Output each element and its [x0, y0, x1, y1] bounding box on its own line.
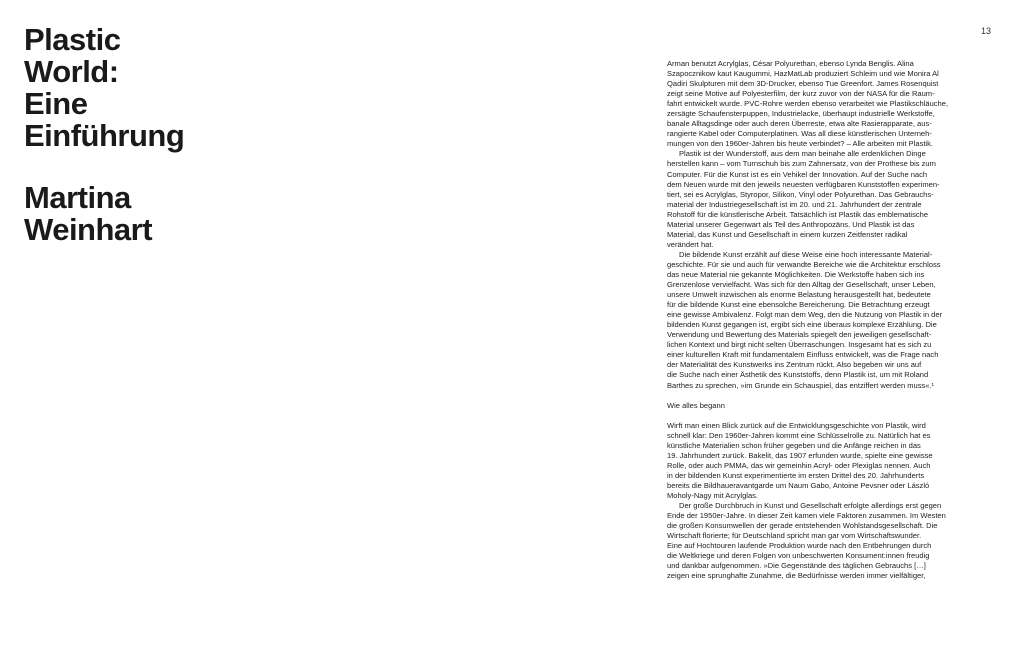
body-line: fahrt entwickelt wurde. PVC-Rohre werden ebenso verarbeitet wie Plastikschläuche,: [667, 99, 949, 109]
title-line: Eine: [24, 86, 88, 121]
body-line: Computer. Für die Kunst ist es ein Vehikel der Innovation. Auf der Suche nach: [667, 169, 928, 179]
body-line: eine gewisse Ambivalenz. Folgt man dem Weg, den die Nutzung von Plastik in der: [667, 310, 943, 320]
body-line: rangierte Kabel oder Computerplatinen. Was all diese künstlerischen Unterneh-: [667, 129, 932, 139]
title-line: Einführung: [24, 118, 185, 153]
body-line: Material, das Kunst und Gesellschaft in einem kurzen Zeitfenster radikal: [667, 229, 908, 239]
body-line: zeigt seine Motive auf Polyesterfilm, der kurz zuvor von der NASA für die Raum-: [667, 89, 935, 99]
body-line: mungen von den 1960er-Jahren bis heute verbindet? – Alle arbeiten mit Plastik.: [667, 139, 933, 149]
body-line: die Suche nach einer Ästhetik des Kunststoffs, denn Plastik ist, um mit Roland: [667, 370, 929, 380]
body-line: Eine auf Hochtouren laufende Produktion wurde nach den Entbehrungen durch: [667, 541, 932, 551]
body-line: in der bildenden Kunst experimentierte im ersten Drittel des 20. Jahrhunderts: [667, 470, 925, 480]
paragraph-gap: [667, 391, 997, 401]
body-line: Wirft man einen Blick zurück auf die Entwicklungsgeschichte von Plastik, wird: [667, 420, 926, 430]
body-line: Material unserer Gegenwart als Teil des Anthropozäns. Und Plastik ist das: [667, 219, 915, 229]
body-line: Grenzenlose vervielfacht. Was sich für den Alltag der Gesellschaft, unser Leben,: [667, 280, 936, 290]
body-line: und dankbar aufgenommen. »Die Gegenstände des täglichen Gebrauchs […]: [667, 561, 926, 571]
body-line: Verwendung und Bewertung des Materials spiegelt den jeweiligen gesellschaft-: [667, 330, 932, 340]
body-line: banale Alltagsdinge oder auch deren Überreste, etwa alte Rasierapparate, aus-: [667, 119, 932, 129]
body-line: Arman benutzt Acrylglas, César Polyurethan, ebenso Lynda Benglis. Alina: [667, 59, 914, 68]
body-line: die großen Konsumwellen der gerade entstehenden Wohlstandsgesellschaft. Die: [667, 521, 938, 531]
body-line: Wirtschaft florierte; für Deutschland spricht man gar vom Wirtschaftswunder.: [667, 531, 922, 541]
body-line: Ende der 1950er-Jahre. In dieser Zeit kamen viele Faktoren zusammen. Im Westen: [667, 511, 946, 521]
body-line: bildenden Kunst gegangen ist, ergibt sich eine überaus komplexe Erzählung. Die: [667, 320, 937, 330]
title-line: Plastic: [24, 22, 121, 57]
body-line: Szapocznikow kaut Kaugummi, HazMatLab produziert Schleim und wie Monira Al: [667, 69, 939, 79]
body-line: die Weltkriege und deren Folgen von unbeschwerten Konsument:innen freudig: [667, 551, 930, 561]
section-subheading: Wie alles begann: [667, 400, 725, 410]
body-line: für die bildende Kunst eine ebensolche Bereicherung. Die Betrachtung erzeugt: [667, 300, 930, 310]
body-line: Rolle, oder auch PMMA, das wir gemeinhin Acryl- oder Plexiglas nennen. Auch: [667, 460, 931, 470]
body-line: tiert, sei es Acrylglas, Styropor, Silikon, Vinyl oder Polyurethan. Das Gebrauchs-: [667, 189, 934, 199]
title-block: [24, 24, 184, 246]
body-line: Der große Durchbruch in Kunst und Gesellschaft erfolgte allerdings erst gegen: [679, 501, 942, 511]
body-line: lichen Kontext und birgt nicht selten Überraschungen. Insgesamt hat es sich zu: [667, 340, 932, 350]
body-line: der Materialität des Kunstwerks ins Zentrum rückt. Also begeben wir uns auf: [667, 360, 922, 370]
body-line: bereits die Bildhaueravantgarde um Naum Gabo, Antoine Pevsner oder László: [667, 480, 930, 490]
body-line: material der Industriegesellschaft ist im 20. und 21. Jahrhundert der zentrale: [667, 199, 922, 209]
body-line: 19. Jahrhundert zurück. Bakelit, das 1907 erfunden wurde, spielte eine gewisse: [667, 450, 933, 460]
author-line: Weinhart: [24, 212, 153, 247]
body-line: künstliche Materialien schon früher gegeben und die Anfänge reichen in das: [667, 440, 921, 450]
body-line: dem Neuen wurde mit den jeweils neuesten verfügbaren Kunststoffen experimen-: [667, 179, 940, 189]
body-line: zeigen eine sprunghafte Zunahme, die Bedürfnisse werden immer vielfältiger,: [667, 571, 926, 581]
body-line: Die bildende Kunst erzählt auf diese Weise eine hoch interessante Material-: [679, 249, 933, 259]
body-line: einer kulturellen Kraft mit fundamentalem Einfluss entwickelt, was die Frage nach: [667, 350, 939, 360]
page-number: 13: [980, 26, 991, 36]
body-line: das neue Material nie gekannte Möglichkeiten. Die Werkstoffe haben sich ins: [667, 269, 925, 279]
author-block: [24, 182, 184, 246]
body-line: Rohstoff für die künstlerische Arbeit. Tatsächlich ist Plastik das emblematische: [667, 209, 929, 219]
body-line: Plastik ist der Wunderstoff, aus dem man beinahe alle erdenklichen Dinge: [679, 149, 926, 159]
right-page: [512, 0, 1024, 652]
paragraph-gap: [667, 411, 997, 421]
body-line: geschichte. Für sie und auch für verwandte Bereiche wie die Architektur erschloss: [667, 259, 941, 269]
body-line: schnell klar: Den 1960er-Jahren kommt eine Schlüsselrolle zu. Natürlich hat es: [667, 430, 931, 440]
body-line: Moholy-Nagy mit Acrylglas.: [667, 491, 759, 501]
body-text: [667, 59, 997, 581]
author-line: Martina: [24, 180, 131, 215]
body-line: Barthes zu sprechen, »im Grunde ein Schauspiel, das entziffert werden muss«.¹: [667, 380, 935, 390]
body-line: verändert hat.: [667, 239, 714, 249]
body-line: Qadiri Skulpturen mit dem 3D-Drucker, ebenso Tue Greenfort. James Rosenquist: [667, 79, 939, 89]
body-line: herstellen kann – vom Turnschuh bis zum Zahnersatz, von der Prothese bis zum: [667, 159, 936, 169]
body-line: unsere Umwelt inzwischen als enorme Belastung herausgestellt hat, bedeutete: [667, 290, 931, 300]
title-line: World:: [24, 54, 119, 89]
body-line: zersägte Schaufensterpuppen, Industrielacke, überhaupt industrielle Werkstoffe,: [667, 109, 935, 119]
